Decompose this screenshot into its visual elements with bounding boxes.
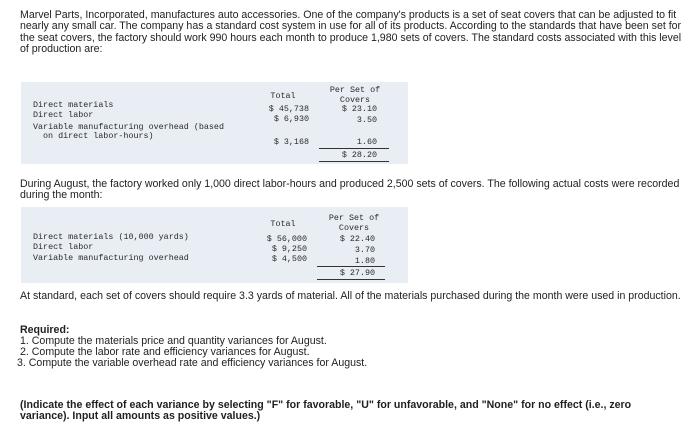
standard-cost-table: [21, 82, 408, 164]
actual-row-per-set: $ 22.40: [339, 234, 375, 244]
standard-row-per-set: 3.50: [356, 115, 377, 125]
actual-total-header: Total: [270, 219, 296, 229]
actual-cost-table: [21, 207, 408, 283]
required-item: 3. Compute the variable overhead rate and efficiency variances for August.: [17, 357, 368, 369]
actual-row-label: Variable manufacturing overhead: [33, 253, 189, 263]
standard-total-header: Total: [270, 91, 296, 101]
required-item: 1. Compute the materials price and quantity variances for August.: [20, 335, 327, 347]
standard-per-set-header-line1: Per Set of: [329, 85, 381, 95]
standard-row-total: $ 45,738: [268, 104, 309, 114]
actual-row-label: Direct materials (10,000 yards): [33, 232, 189, 242]
august-paragraph: During August, the factory worked only 1,000 direct labor-hours and produced 2,500 sets of covers. The following actual costs were recorded during the month:: [20, 178, 680, 202]
standard-total-rule: [319, 148, 389, 149]
actual-total-rule: [317, 266, 385, 267]
actual-per-set-header-line2: Covers: [338, 223, 370, 233]
standard-row-per-set: $ 23.10: [341, 104, 377, 114]
standard-row-label: Variable manufacturing overhead (based: [33, 122, 224, 132]
actual-row-total: $ 9,250: [271, 244, 307, 254]
required-heading: Required:: [20, 324, 70, 336]
actual-row-total: $ 4,500: [271, 254, 307, 264]
standard-row-per-set: 1.60: [356, 137, 377, 147]
actual-total-double-rule: [317, 279, 385, 280]
standard-row-label: Direct labor: [33, 110, 94, 120]
intro-paragraph: Marvel Parts, Incorporated, manufactures auto accessories. One of the company's products is a set of seat covers that can be adjusted to fit nearly any small car. The company has a standard cost system in use for all of its products. According to the standards that have been set for the seat covers, the factory should work 990 hours each month to produce 1,980 sets of covers. The standard costs associated with this level of production are:: [20, 9, 682, 56]
actual-row-total: $ 56,000: [266, 234, 307, 244]
standard-total-per-set: $ 28.20: [341, 150, 377, 160]
standard-row-total: $ 3,168: [273, 137, 309, 147]
actual-row-label: Direct labor: [33, 242, 94, 252]
standard-row-label: on direct labor-hours): [43, 131, 154, 141]
actual-row-per-set: 3.70: [354, 245, 375, 255]
required-item: 2. Compute the labor rate and efficiency variances for August.: [20, 346, 310, 358]
standard-row-label: Direct materials: [33, 100, 114, 110]
standard-row-total: $ 6,930: [273, 114, 309, 124]
standard-total-double-rule: [319, 161, 389, 162]
actual-per-set-header-line1: Per Set of: [328, 213, 380, 223]
actual-row-per-set: 1.80: [354, 256, 375, 266]
actual-total-per-set: $ 27.90: [339, 268, 375, 278]
standard-materials-paragraph: At standard, each set of covers should require 3.3 yards of material. All of the materials purchased during the month were used in production.: [20, 290, 681, 302]
standard-per-set-header-line2: Covers: [339, 95, 371, 105]
instructions-note: (Indicate the effect of each variance by selecting "F" for favorable, "U" for unfavorable, and "None" for no effect (i.e., zero variance). Input all amounts as positive values.): [20, 399, 632, 423]
